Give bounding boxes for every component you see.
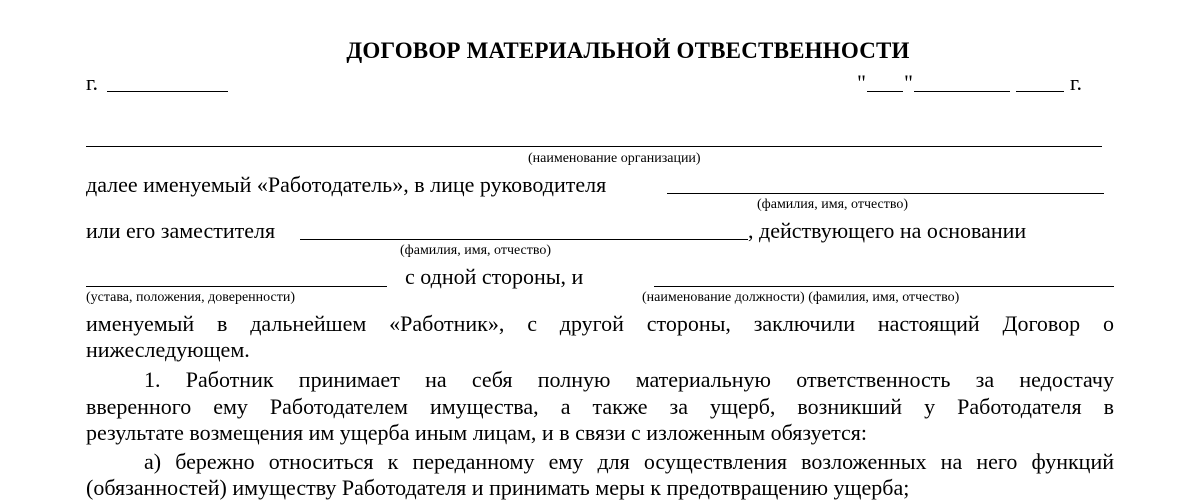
employer-fio-blank [667, 193, 1104, 194]
city-blank [107, 91, 228, 92]
date-close-quote: " [904, 70, 913, 95]
caption-organization: (наименование организации) [528, 151, 701, 166]
side-one-text: с одной стороны, и [405, 264, 584, 289]
employer-text: далее именуемый «Работодатель», в лице руководителя [86, 172, 607, 197]
clause-a-line-1: а) бережно относиться к переданному ему для осуществления возложенных на него функций [144, 449, 1114, 474]
day-blank [867, 91, 903, 92]
year-suffix: г. [1070, 70, 1083, 95]
clause-a-line-2: (обязанностей) имуществу Работодателя и принимать меры к предотвращению ущерба; [86, 475, 910, 500]
date-open-quote: " [857, 70, 866, 95]
document-title: ДОГОВОР МАТЕРИАЛЬНОЙ ОТВЕСТВЕННОСТИ [346, 38, 910, 63]
deputy-text: или его заместителя [86, 218, 276, 243]
caption-fio-1: (фамилия, имя, отчество) [757, 197, 909, 212]
employee-line-1: именуемый в дальнейшем «Работник», с другой стороны, заключили настоящий Договор о [86, 311, 1114, 336]
deputy-fio-blank [300, 239, 748, 240]
clause-1-line-3: результате возмещения им ущерба иным лицам, и в связи с изложенным обязуется: [86, 420, 867, 445]
basis-blank [86, 286, 387, 287]
caption-fio-2: (фамилия, имя, отчество) [400, 243, 552, 258]
deputy-tail-text: , действующего на основании [748, 218, 1027, 243]
caption-basis: (устава, положения, доверенности) [86, 290, 295, 305]
year-blank [1016, 91, 1064, 92]
city-prefix: г. [86, 70, 99, 95]
employee-line-2: нижеследующем. [86, 337, 250, 362]
clause-1-line-1: 1. Работник принимает на себя полную материальную ответственность за недостачу [144, 367, 1114, 392]
caption-position-fio: (наименование должности) (фамилия, имя, отчество) [642, 290, 960, 305]
employee-position-blank [654, 286, 1114, 287]
organization-blank [86, 146, 1102, 147]
clause-1-line-2: вверенного ему Работодателем имущества, а также за ущерб, возникший у Работодателя в [86, 394, 1114, 419]
month-blank [914, 91, 1010, 92]
